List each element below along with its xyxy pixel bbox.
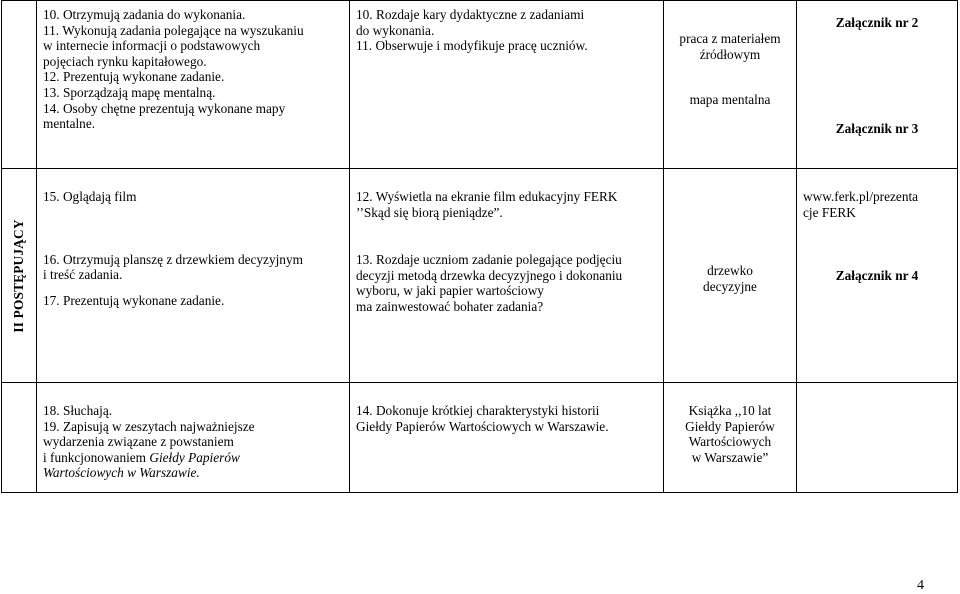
text-line: 13. Rozdaje uczniom zadanie polegające podjęciu [356,252,622,268]
text-line: 12. Wyświetla na ekranie film edukacyjny FERK [356,189,618,204]
stage-cell [2,169,37,383]
table-row [2,383,958,493]
attachment-cell [797,169,958,383]
text-line: 13. Sporządzają mapę mentalną. [43,84,216,100]
attachment-label: Załącznik nr 3 [835,120,919,136]
text-line: pojęciach rynku kapitałowego. [43,53,207,69]
text-line: 10. Otrzymują zadania do wykonania. [43,7,246,22]
resource-link-text: www.ferk.pl/prezenta [803,189,919,204]
text-line: 17. Prezentują wykonane zadanie. [43,292,225,308]
text-line: 19. Zapisują w zeszytach najważniejsze [43,418,255,434]
method-text: Giełdy Papierów [685,418,775,434]
teacher-activity-cell [350,383,664,493]
teacher-activity-cell [350,169,664,383]
attachment-cell [797,1,958,169]
text-line: 11. Wykonują zadania polegające na wyszukaniu [43,22,304,38]
text-line: 10. Rozdaje kary dydaktyczne z zadaniami [356,7,585,22]
method-text: Wartościowych [688,434,772,450]
text-line: wydarzenia związane z powstaniem [43,434,234,450]
text-line: 14. Dokonuje krótkiej charakterystyki historii [356,403,600,418]
resource-link-text: cje FERK [803,204,856,220]
text-line: decyzji metodą drzewka decyzyjnego i dokonaniu [356,267,623,283]
italic-fragment: Giełdy Papierów [149,449,240,465]
text-line: w internecie informacji o podstawowych [43,38,261,54]
method-cell [664,169,797,383]
method-text: decyzyjne [703,278,757,294]
text-line: 14. Osoby chętne prezentują wykonane mapy [43,100,286,116]
text-line: ma zainwestować bohater zadania? [356,298,544,314]
table-row [2,169,958,383]
method-text: w Warszawie” [691,449,769,465]
text-fragment: i funkcjonowaniem [43,449,150,465]
stage-cell-empty [2,383,37,493]
text-line: do wykonania. [356,22,435,38]
attachment-cell [797,383,958,493]
text-line: 15. Oglądają film [43,189,137,204]
teacher-activity-cell [350,1,664,169]
stage-cell-empty [2,1,37,169]
text-line: Giełdy Papierów Wartościowych w Warszawie. [356,418,609,434]
student-activity-cell [37,1,350,169]
text-line: Wartościowych w Warszawie. [43,465,200,481]
attachment-label: Załącznik nr 4 [835,268,919,284]
method-text: drzewko [707,263,753,278]
text-line: 12. Prezentują wykonane zadanie. [43,69,225,85]
attachment-label: Załącznik nr 2 [835,15,919,30]
text-line: 18. Słuchają. [43,403,113,418]
text-line: i treść zadania. [43,267,123,283]
method-cell [664,383,797,493]
text-line: wyboru, w jaki papier wartościowy [356,283,544,299]
text-line: ’’Skąd się biorą pieniądze”. [356,204,503,220]
page-number: 4 [917,578,924,593]
text-line [43,450,343,466]
text-line: 16. Otrzymują planszę z drzewkiem decyzyjnym [43,251,303,267]
text-line: 11. Obserwuje i modyfikuje pracę uczniów. [356,38,588,54]
method-cell [664,1,797,169]
method-text: źródłowym [699,46,761,62]
text-line: mentalne. [43,116,96,132]
student-activity-cell [37,169,350,383]
stage-label: II POSTĘPUJĄCY [11,218,27,333]
student-activity-cell [37,383,350,493]
lesson-plan-table [1,0,958,493]
method-text: Książka ,,10 lat [688,403,772,418]
method-text: praca z materiałem [679,31,781,46]
method-text: mapa mentalna [689,92,771,108]
table-row [2,1,958,169]
